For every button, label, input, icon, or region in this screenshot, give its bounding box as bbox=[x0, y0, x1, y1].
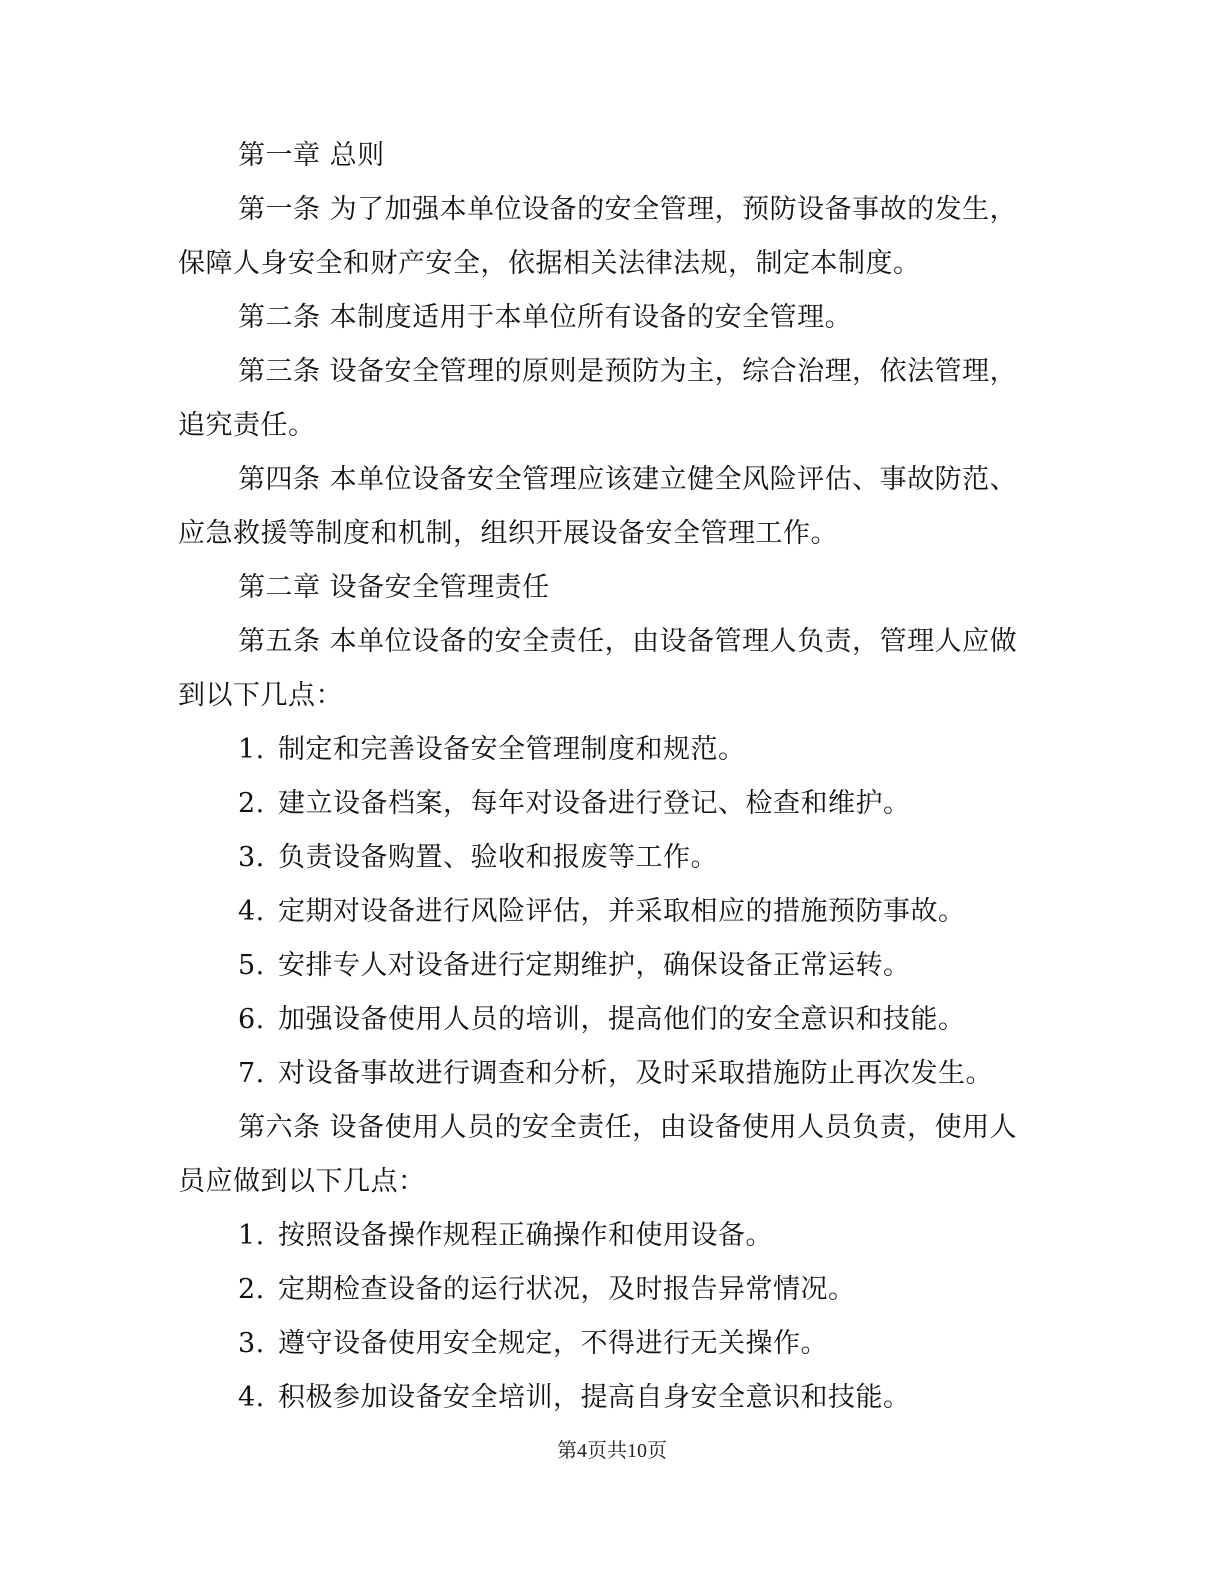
list-item-number: 1. bbox=[238, 734, 265, 765]
list-item bbox=[238, 894, 966, 930]
list-item-text: 负责设备购置、验收和报废等工作。 bbox=[278, 842, 718, 873]
list-item-number: 1. bbox=[238, 1220, 265, 1251]
chapter-1-heading: 第一章 总则 bbox=[238, 140, 385, 171]
article-4-line-2: 应急救援等制度和机制，组织开展设备安全管理工作。 bbox=[178, 518, 838, 549]
list-item bbox=[238, 786, 911, 822]
list-item bbox=[238, 948, 911, 984]
article-6-line-2: 员应做到以下几点： bbox=[178, 1166, 426, 1197]
list-item-number: 5. bbox=[238, 950, 265, 981]
article-5-line-1: 第五条 本单位设备的安全责任，由设备管理人负责，管理人应做 bbox=[238, 626, 1018, 657]
list-item-number: 2. bbox=[238, 1274, 265, 1305]
list-item-text: 加强设备使用人员的培训，提高他们的安全意识和技能。 bbox=[278, 1004, 966, 1035]
list-item-text: 按照设备操作规程正确操作和使用设备。 bbox=[278, 1220, 773, 1251]
list-item-text: 安排专人对设备进行定期维护，确保设备正常运转。 bbox=[278, 950, 911, 981]
article-4-line-1: 第四条 本单位设备安全管理应该建立健全风险评估、事故防范、 bbox=[238, 464, 1018, 495]
article-1-line-1: 第一条 为了加强本单位设备的安全管理，预防设备事故的发生， bbox=[238, 194, 1018, 225]
list-item-number: 2. bbox=[238, 788, 265, 819]
list-item bbox=[238, 1002, 966, 1038]
chapter-2-heading: 第二章 设备安全管理责任 bbox=[238, 572, 550, 603]
article-3-line-2: 追究责任。 bbox=[178, 410, 316, 441]
page-number: 第4页共10页 bbox=[557, 1440, 667, 1462]
article-6-line-1: 第六条 设备使用人员的安全责任，由设备使用人员负责，使用人 bbox=[238, 1112, 1018, 1143]
article-1-line-2: 保障人身安全和财产安全，依据相关法律法规，制定本制度。 bbox=[178, 248, 921, 279]
list-item-number: 4. bbox=[238, 1382, 265, 1413]
article-5-line-2: 到以下几点： bbox=[178, 680, 343, 711]
list-item-number: 7. bbox=[238, 1058, 265, 1089]
list-item bbox=[238, 840, 718, 876]
list-item bbox=[238, 1272, 856, 1308]
list-item bbox=[238, 1380, 911, 1416]
list-item-text: 对设备事故进行调查和分析，及时采取措施防止再次发生。 bbox=[278, 1058, 993, 1089]
article-3-line-1: 第三条 设备安全管理的原则是预防为主，综合治理，依法管理， bbox=[238, 356, 1018, 387]
list-item-text: 制定和完善设备安全管理制度和规范。 bbox=[278, 734, 746, 765]
list-item-text: 定期检查设备的运行状况，及时报告异常情况。 bbox=[278, 1274, 856, 1305]
list-item bbox=[238, 1326, 828, 1362]
list-item-number: 3. bbox=[238, 842, 265, 873]
list-item bbox=[238, 1218, 773, 1254]
list-item bbox=[238, 1056, 993, 1092]
list-item-number: 3. bbox=[238, 1328, 265, 1359]
list-item-text: 遵守设备使用安全规定，不得进行无关操作。 bbox=[278, 1328, 828, 1359]
list-item-number: 4. bbox=[238, 896, 265, 927]
list-item-number: 6. bbox=[238, 1004, 265, 1035]
article-2: 第二条 本制度适用于本单位所有设备的安全管理。 bbox=[238, 302, 853, 333]
list-item-text: 建立设备档案，每年对设备进行登记、检查和维护。 bbox=[278, 788, 911, 819]
list-item-text: 定期对设备进行风险评估，并采取相应的措施预防事故。 bbox=[278, 896, 966, 927]
list-item bbox=[238, 732, 746, 768]
list-item-text: 积极参加设备安全培训，提高自身安全意识和技能。 bbox=[278, 1382, 911, 1413]
